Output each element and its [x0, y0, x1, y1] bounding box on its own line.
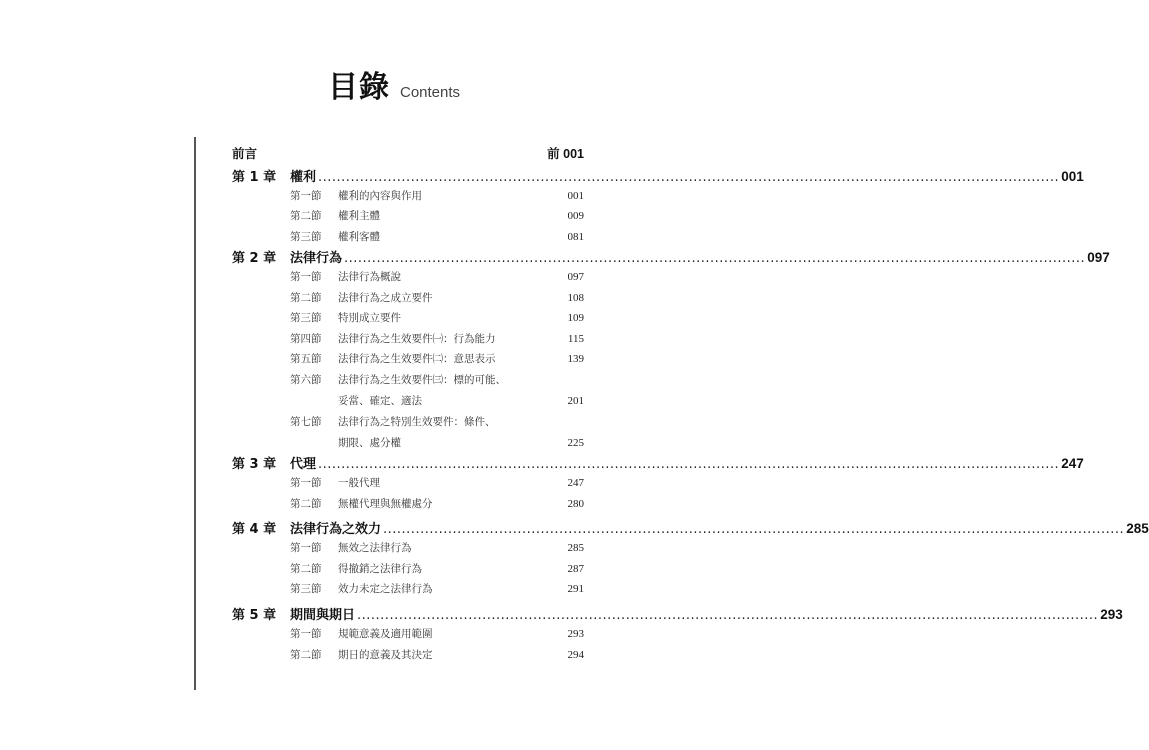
chapter-page: 247 — [1061, 456, 1084, 471]
section-row — [232, 475, 584, 490]
chapter-title: 代理 — [290, 457, 317, 472]
chapter-page: 293 — [1100, 607, 1123, 622]
section-page: 139 — [567, 353, 584, 365]
section-number: 第三節 — [290, 231, 322, 243]
section-title: 無權代理與無權處分 — [338, 498, 433, 510]
section-row-continued — [232, 435, 584, 450]
preface-label: 前言 — [232, 146, 258, 161]
chapter-number: 第 3 章 — [232, 457, 277, 472]
section-row — [232, 626, 584, 641]
section-title: 法律行為之生效要件㈠：行為能力 — [338, 333, 496, 345]
section-page: 285 — [567, 542, 584, 554]
chapter-page: 097 — [1087, 250, 1110, 265]
section-title: 法律行為之特別生效要件：條件、 — [338, 416, 496, 428]
section-number: 第三節 — [290, 312, 322, 324]
section-page: 293 — [567, 628, 584, 640]
section-row — [232, 414, 584, 429]
section-page: 294 — [567, 649, 584, 661]
section-title: 法律行為之生效要件㈡：意思表示 — [338, 353, 496, 365]
section-number: 第四節 — [290, 333, 322, 345]
section-title: 一般代理 — [338, 477, 380, 489]
section-row — [232, 351, 584, 366]
vertical-rule — [194, 137, 196, 690]
chapter-row — [232, 247, 1110, 266]
section-page: 097 — [567, 271, 584, 283]
section-number: 第二節 — [290, 563, 322, 575]
leader-dots: ................................................................................................................................................................ — [344, 251, 1086, 266]
section-page: 081 — [567, 231, 584, 243]
section-row — [232, 540, 584, 555]
chapter-number: 第 2 章 — [232, 251, 277, 266]
section-row — [232, 496, 584, 511]
section-row — [232, 310, 584, 325]
section-row — [232, 188, 584, 203]
chapter-title: 權利 — [290, 170, 317, 185]
section-page: 287 — [567, 563, 584, 575]
section-row — [232, 229, 584, 244]
section-title: 權利的內容與作用 — [338, 190, 422, 202]
section-number: 第一節 — [290, 628, 322, 640]
leader-dots: ................................................................................................................................................................ — [318, 170, 1060, 185]
leader-dots: ................................................................................................................................................................ — [357, 608, 1099, 623]
chapter-number: 第 1 章 — [232, 170, 277, 185]
section-number: 第二節 — [290, 498, 322, 510]
chapter-page: 285 — [1126, 521, 1149, 536]
section-title: 權利客體 — [338, 231, 380, 243]
preface-page: 前 001 — [547, 147, 584, 161]
section-title: 規範意義及適用範圍 — [338, 628, 433, 640]
section-number: 第六節 — [290, 374, 322, 386]
section-title: 特別成立要件 — [338, 312, 401, 324]
title-subtitle: Contents — [400, 84, 461, 101]
section-number: 第一節 — [290, 271, 322, 283]
page-title — [328, 62, 460, 106]
leader-dots: ................................................................................................................................................................ — [383, 522, 1125, 537]
section-title: 效力未定之法律行為 — [338, 583, 433, 595]
section-title: 法律行為概說 — [338, 271, 401, 283]
section-page: 201 — [567, 395, 584, 407]
preface-row — [232, 144, 584, 162]
section-number: 第五節 — [290, 353, 322, 365]
section-page: 291 — [567, 583, 584, 595]
title-main: 目錄 — [328, 70, 390, 105]
section-number: 第三節 — [290, 583, 322, 595]
section-row — [232, 290, 584, 305]
chapter-title: 期間與期日 — [290, 608, 356, 623]
section-page: 009 — [567, 210, 584, 222]
section-page: 225 — [567, 437, 584, 449]
chapter-row — [232, 166, 1084, 185]
section-number: 第二節 — [290, 649, 322, 661]
section-row — [232, 372, 584, 387]
chapter-row — [232, 518, 1149, 537]
section-page: 109 — [567, 312, 584, 324]
section-row — [232, 331, 584, 346]
section-number: 第二節 — [290, 210, 322, 222]
section-page: 280 — [567, 498, 584, 510]
section-row-continued — [232, 393, 584, 408]
section-row — [232, 561, 584, 576]
chapter-number: 第 5 章 — [232, 608, 277, 623]
section-title: 無效之法律行為 — [338, 542, 412, 554]
chapter-row — [232, 604, 1123, 623]
section-title-continued: 妥當、確定、適法 — [338, 395, 422, 407]
section-number: 第二節 — [290, 292, 322, 304]
section-number: 第一節 — [290, 542, 322, 554]
leader-dots: ................................................................................................................................................................ — [318, 457, 1060, 472]
chapter-row — [232, 453, 1084, 472]
section-row — [232, 647, 584, 662]
section-number: 第一節 — [290, 477, 322, 489]
section-title: 權利主體 — [338, 210, 380, 222]
section-row — [232, 269, 584, 284]
chapter-number: 第 4 章 — [232, 522, 277, 537]
section-title: 期日的意義及其決定 — [338, 649, 433, 661]
section-page: 108 — [567, 292, 584, 304]
section-title: 法律行為之生效要件㈢：標的可能、 — [338, 374, 506, 386]
chapter-title: 法律行為 — [290, 251, 343, 266]
section-row — [232, 208, 584, 223]
section-title: 得撤銷之法律行為 — [338, 563, 422, 575]
section-page: 001 — [567, 190, 584, 202]
section-page: 115 — [567, 333, 584, 345]
section-title: 法律行為之成立要件 — [338, 292, 433, 304]
section-number: 第七節 — [290, 416, 322, 428]
chapter-page: 001 — [1061, 169, 1084, 184]
section-number: 第一節 — [290, 190, 322, 202]
chapter-title: 法律行為之效力 — [290, 522, 382, 537]
section-page: 247 — [567, 477, 584, 489]
section-title-continued: 期限、處分權 — [338, 437, 401, 449]
section-row — [232, 581, 584, 596]
